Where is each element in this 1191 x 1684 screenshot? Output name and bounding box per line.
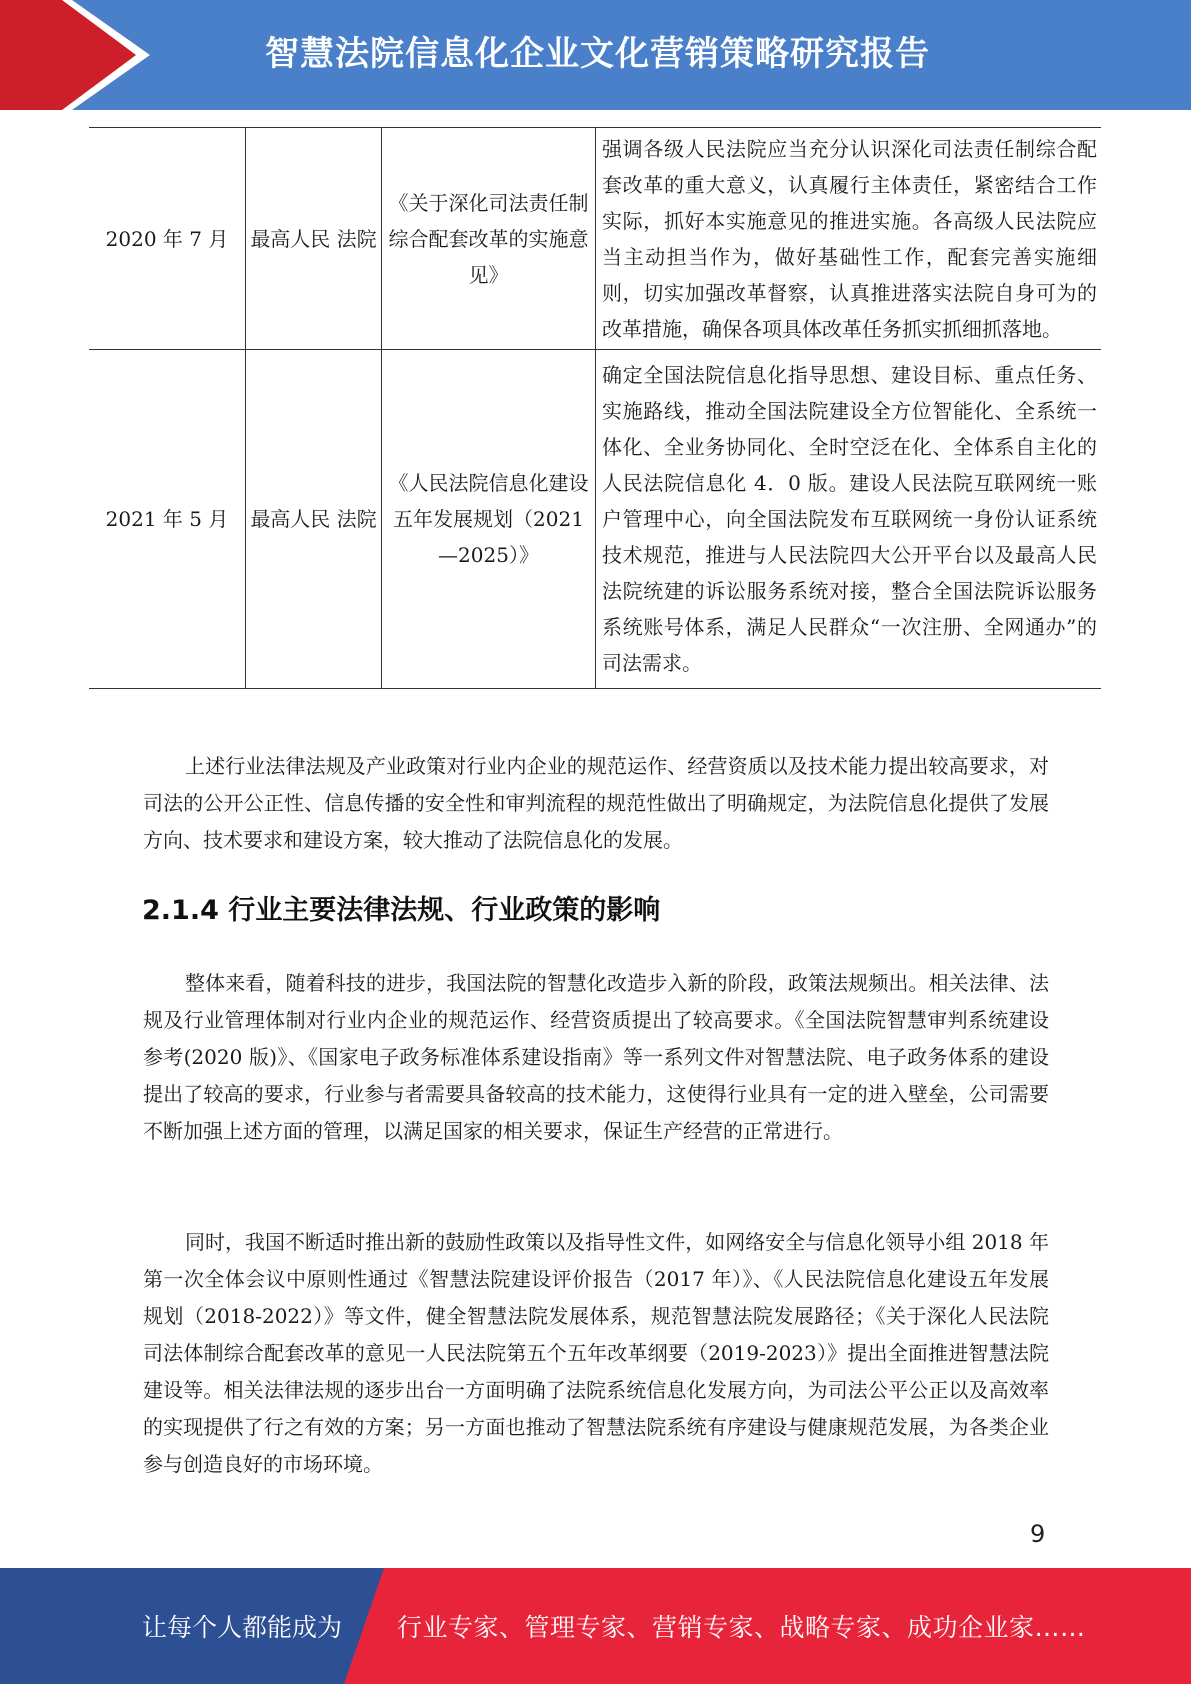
table-row [89, 350, 1101, 689]
section-heading: 2.1.4 行业主要法律法规、行业政策的影响 [142, 895, 661, 926]
paragraph-summary: 上述行业法律法规及产业政策对行业内企业的规范运作、经营资质以及技术能力提出较高要求，对司法的公开公正性、信息传播的安全性和审判流程的规范性做出了明确规定，为法院信息化提供了发展方向、技术要求和建设方案，较大推动了法院信息化的发展。 [143, 754, 1049, 852]
cell-description: 确定全国法院信息化指导思想、建设目标、重点任务、实施路线，推动全国法院建设全方位智能化、全系统一体化、全业务协同化、全时空泛在化、全体系自主化的人民法院信息化 4．0 版。建设人民法院互联网统一账户管理中心，向全国法院发布互联网统一身份认证系统技术规范，推进与人民法院四大公开平台以及最高人民法院统建的诉讼服务系统对接，整合全国法院诉讼服务系统账号体系，满足人民群众“一次注册、全网通办”的司法需求。 [596, 350, 1102, 689]
paragraph-overview: 整体来看，随着科技的进步，我国法院的智慧化改造步入新的阶段，政策法规频出。相关法律、法规及行业管理体制对行业内企业的规范运作、经营资质提出了较高要求。《全国法院智慧审判系统建设参考(2020 版)》、《国家电子政务标准体系建设指南》等一系列文件对智慧法院、电子政务体系的建设提出了较高的要求，行业参与者需要具备较高的技术能力，这使得行业具有一定的进入壁垒，公司需要不断加强上述方面的管理，以满足国家的相关要求，保证生产经营的正常进行。 [143, 971, 1049, 1143]
cell-document: 《人民法院信息化建设五年发展规划（2021—2025）》 [382, 350, 596, 689]
paragraph-policy: 同时，我国不断适时推出新的鼓励性政策以及指导性文件，如网络安全与信息化领导小组 2018 年第一次全体会议中原则性通过《智慧法院建设评价报告（2017 年）》、《人民法院信息化建设五年发展规划（2018-2022）》等文件，健全智慧法院发展体系，规范智慧法院发展路径；《关于深化人民法院司法体制综合配套改革的意见一人民法院第五个五年改革纲要（2019-2023）》提出全面推进智慧法院建设等。相关法律法规的逐步出台一方面明确了法院系统信息化发展方向，为司法公平公正以及高效率的实现提供了行之有效的方案；另一方面也推动了智慧法院系统有序建设与健康规范发展，为各类企业参与创造良好的市场环境。 [143, 1230, 1049, 1476]
report-title: 智慧法院信息化企业文化营销策略研究报告 [265, 34, 930, 74]
cell-issuer: 最高人民 法院 [246, 350, 382, 689]
page-number: 9 [1030, 1520, 1046, 1548]
footer-slogan-left: 让每个人都能成为 [142, 1613, 343, 1642]
table-row [89, 128, 1101, 350]
policy-table [89, 127, 1101, 689]
page-footer [0, 1568, 1191, 1684]
cell-description: 强调各级人民法院应当充分认识深化司法责任制综合配套改革的重大意义，认真履行主体责任，紧密结合工作实际，抓好本实施意见的推进实施。各高级人民法院应当主动担当作为，做好基础性工作，配套完善实施细则，切实加强改革督察，认真推进落实法院自身可为的改革措施，确保各项具体改革任务抓实抓细抓落地。 [596, 128, 1102, 350]
cell-date: 2021 年 5 月 [89, 350, 246, 689]
cell-date: 2020 年 7 月 [89, 128, 246, 350]
cell-issuer: 最高人民 法院 [246, 128, 382, 350]
page-header [0, 0, 1191, 110]
footer-slogan-right: 行业专家、管理专家、营销专家、战略专家、成功企业家…… [397, 1613, 1086, 1642]
cell-document: 《关于深化司法责任制综合配套改革的实施意见》 [382, 128, 596, 350]
